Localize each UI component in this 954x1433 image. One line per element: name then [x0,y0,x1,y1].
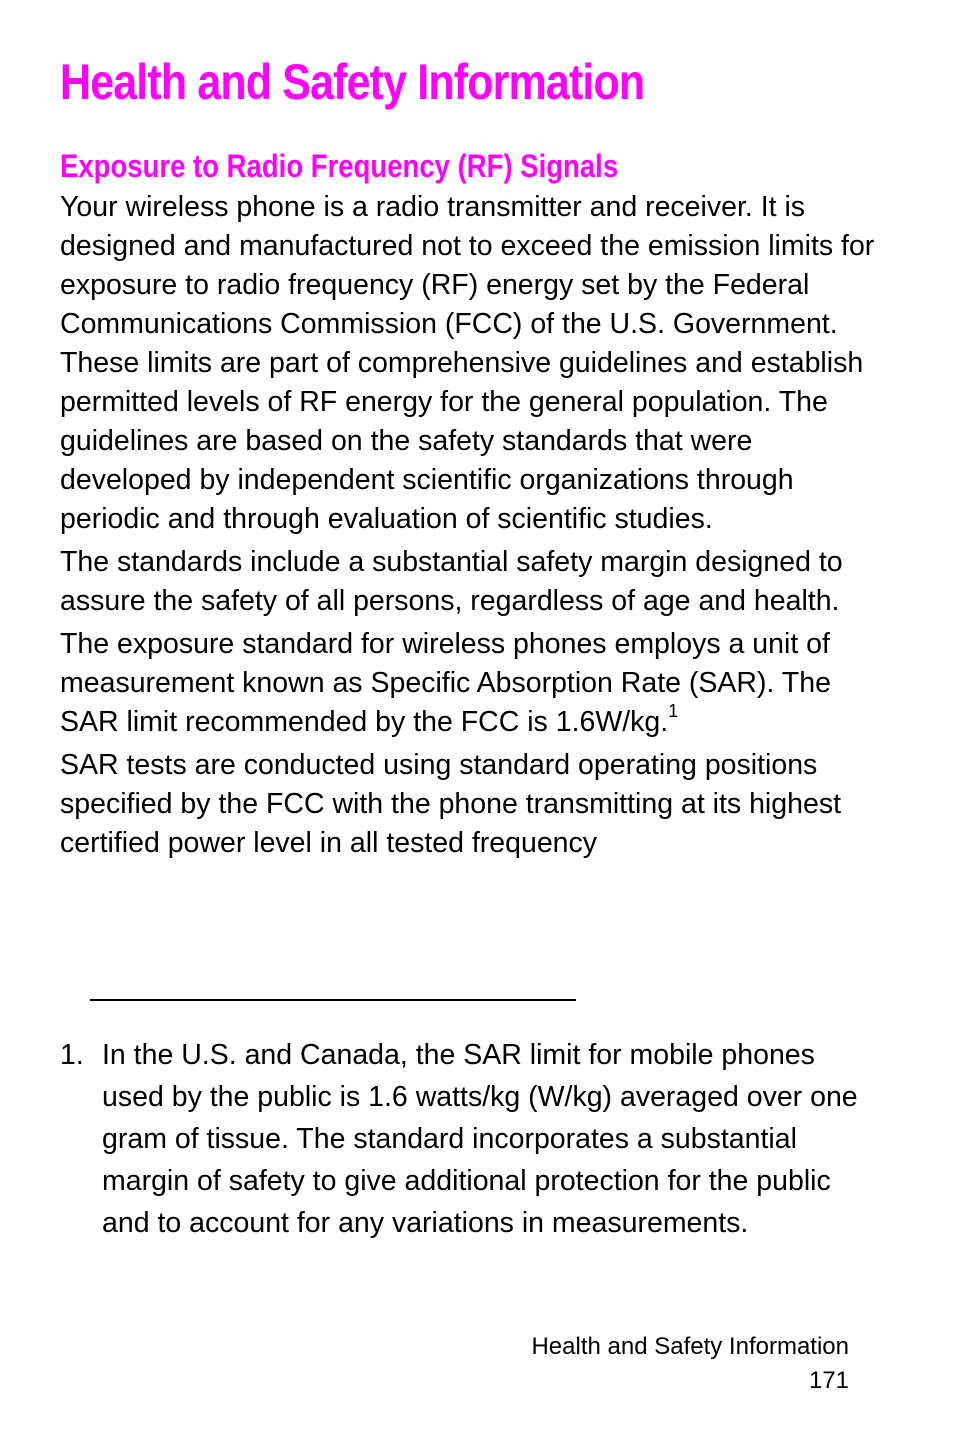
footer-section-title: Health and Safety Information [531,1333,849,1360]
body-text [60,188,890,867]
footnote-divider [90,999,576,1001]
page-title: Health and Safety Information [60,54,645,110]
footnote-reference: 1 [668,701,679,721]
footnote-number: 1. [60,1039,84,1071]
footnote [60,1034,880,1244]
paragraph-sar-standard-text: The exposure standard for wireless phones employs a unit of measurement known as Specific Absorption Rate (SAR). The SAR limit recommended by the FCC is 1.6W/kg. [60,628,831,738]
paragraph-safety-margin: The standards include a substantial safety margin designed to assure the safety of all persons, regardless of age and health. [60,546,843,617]
section-heading: Exposure to Radio Frequency (RF) Signals [60,148,619,184]
paragraph-rf-intro: Your wireless phone is a radio transmitter and receiver. It is designed and manufactured not to exceed the emission limits for exposure to radio frequency (RF) energy set by the Federal Communications Commission (FCC) of the U.S. Government. These limits are part of comprehensive guidelines and establish permitted levels of RF energy for the general population. The guidelines are based on the safety standards that were developed by independent scientific organizations through periodic and through evaluation of scientific studies. [60,191,875,535]
footnote-text: In the U.S. and Canada, the SAR limit for mobile phones used by the public is 1.6 watts/kg (W/kg) averaged over one gram of tissue. The standard incorporates a substantial margin of safety to give additional protection for the public and to account for any variations in measurements. [102,1039,858,1239]
paragraph-sar-tests: SAR tests are conducted using standard operating positions specified by the FCC with the phone transmitting at its highest certified power level in all tested frequency [60,749,841,859]
page-number: 171 [808,1367,849,1394]
page-footer [531,1330,849,1398]
paragraph-sar-standard [60,625,890,742]
